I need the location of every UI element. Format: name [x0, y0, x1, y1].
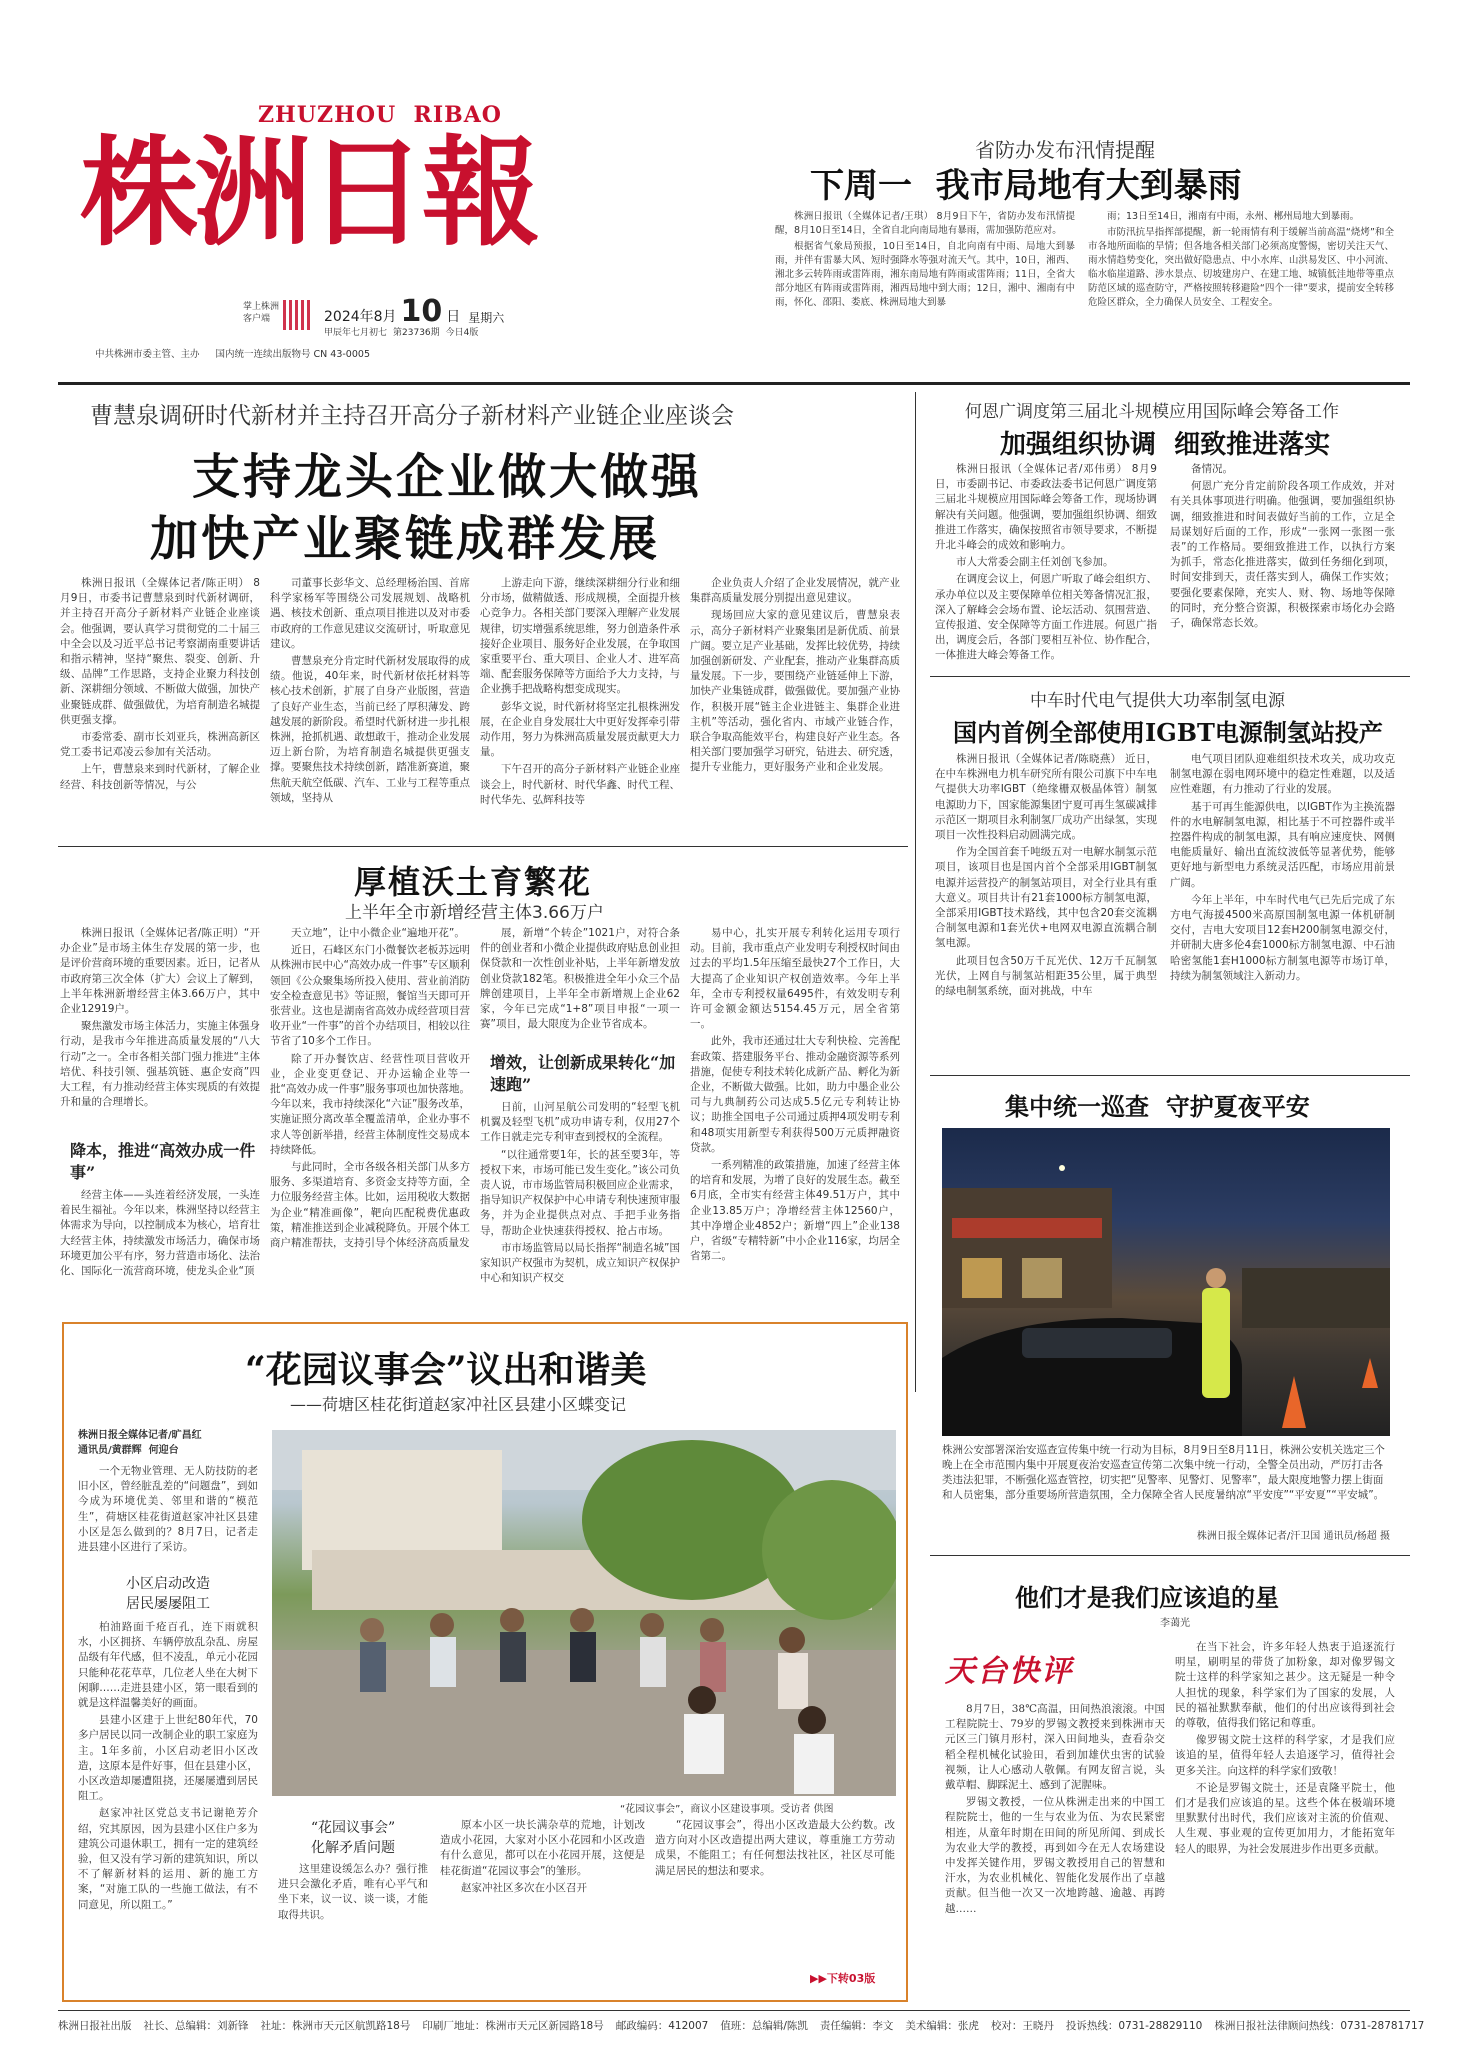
- feature-subhead-1: 小区启动改造 居民屡屡阻工: [126, 1576, 210, 1612]
- right2-kicker: 中车时代电气提供大功率制氢电源: [1030, 691, 1285, 711]
- paragraph: 天立地”，让中小微企业“遍地开花”。: [291, 927, 465, 939]
- second-subhead: 上半年全市新增经营主体3.66万户: [345, 903, 604, 923]
- feature-col4: [655, 1818, 895, 1968]
- paragraph: 上游走向下游，继续深耕细分行业和细分市场，做精做透、形成规模，全面提升核心竞争力。各相关部门要深入理解产业发展规律，切实增强系统思维，努力创造条件承接好企业项目、服务好企业发展，在争取国家重要平台、重大项目、企业人才、进军高端、配套服务保障等方面给予大力支持，与企业携手把战略构想变成现实。: [480, 577, 680, 696]
- paragraph: 这里建设缓怎么办？强行推进只会激化矛盾，唯有心平气和坐下来，议一议、谈一谈，才能取得共识。: [278, 1863, 428, 1921]
- qr-code: [283, 300, 313, 330]
- paragraph: 市防汛抗旱指挥部提醒，新一轮雨情有利于缓解当前高温“烧烤”和全市各地所面临的旱情；但各地各相关部门必须高度警惕，密切关注天气、雨水情趋势变化，突出做好隐患点、中小水库、山洪易发区、中小河流、临水临崖道路、涉水景点、切坡建房户、在建工地、城镇低洼地带等重点防范区域的巡查防守，严格按照转移避险“四个一律”要求，提前安全转移危险区群众，全力确保人员安全、工程安全。: [1088, 227, 1394, 308]
- cn-number: 国内统一连续出版物号 CN 43-0005: [215, 349, 370, 360]
- second-headline: 厚植沃土育繁花: [354, 863, 593, 901]
- paragraph: 赵家冲社区党总支书记谢艳芳介绍，究其原因，因为县建小区住户多为建筑公司退休职工，拥有一定的建筑经验，但又没有学习新的建筑知识，所以不了解新材料的运用、新的施工方案，“对施工队的一些施工做法，有不同意见，所以阻工。”: [78, 1807, 258, 1911]
- commentary-headline: 他们才是我们应该追的星: [1015, 1583, 1279, 1612]
- divider: [58, 382, 1410, 385]
- lead-headline-2: 加快产业聚链成群发展: [150, 511, 661, 567]
- paragraph: 株洲日报讯（全媒体记者/陈晓燕） 近日，在中车株洲电力机车研究所有限公司旗下中车电气提供大功率IGBT（绝缘栅双极晶体管）制氢电源助力下，国家能源集团宁夏可再生氢碳减排示范区一期项目永利制氢厂成功产出绿氢，实现项目一次性投料启动圆满完成。: [935, 753, 1157, 842]
- paragraph: 电气项目团队迎难组织技术攻关，成功攻克制氢电源在弱电网环境中的稳定性难题，以及适应性难题，有力推动了行业的发展。: [1170, 753, 1395, 796]
- issue-date: [324, 294, 505, 329]
- feature-subhead-2: “花园议事会” 化解矛盾问题: [310, 1820, 396, 1856]
- paragraph: 上午，曹慧泉来到时代新材，了解企业经营、科技创新等情况，与公: [60, 763, 260, 791]
- footer: [58, 2018, 1428, 2033]
- issue-weekday: 星期六: [468, 311, 505, 325]
- issue-date-month: 2024年8月: [324, 309, 397, 325]
- lunar-date: 甲辰年七月初七: [324, 328, 388, 338]
- top-story-kicker: 省防办发布汛情提醒: [975, 138, 1155, 162]
- paragraph: 8月7日，38℃高温，田间热浪滚滚。中国工程院院士、79岁的罗锡文教授来到株洲市天元区三门镇月形村，深入田间地头，查看杂交稻全程机械化试验田，看到加雄伏虫害的试验视频，让人心感动人敬佩。有网友留言说，头戴草帽、脚踩泥土、感到了泥腥味。: [945, 1703, 1165, 1792]
- paragraph: 不论是罗锡文院士，还是袁隆平院士，他们才是我们应该追的星。这些个体在极端环境里默默付出时代，我们应该对主流的价值观、人生观、事业观的宣传更加用力，才能拓宽年轻人的眼界，为社会发展进步作出更多贡献。: [1175, 1781, 1395, 1855]
- footer-item: 值班：总编辑/陈凯: [720, 2020, 808, 2032]
- divider: [930, 1555, 1410, 1556]
- night-patrol-photo: [942, 1128, 1390, 1436]
- divider: [930, 676, 1410, 677]
- paragraph: “花园议事会”，得出小区改造最大公约数。改造方向对小区改造提出两大建议，尊重施工方劳动成果，不能阻工；有任何想法找社区，社区尽可能满足居民的想法和要求。: [655, 1819, 895, 1877]
- paragraph: 株洲日报讯（全媒体记者/王琪） 8月9日下午，省防办发布汛情提醒，8月10日至14日，全省自北向南局地有暴雨，需加强防范应对。: [775, 211, 1075, 236]
- continued-link[interactable]: ▶▶下转03版: [810, 1972, 876, 1985]
- paragraph: 市市场监管局以局长指挥“制造名城”国家知识产权强市为契机，成立知识产权保护中心和知识产权交: [480, 1241, 680, 1285]
- footer-item: 投诉热线：0731-28829110: [1065, 2020, 1203, 2032]
- publisher: 中共株洲市委主管、主办: [95, 349, 200, 360]
- feature-intro: [78, 1464, 258, 1568]
- feature-byline: 株洲日报全媒体记者/旷昌红 通讯员/黄群辉 何迎台: [78, 1430, 202, 1456]
- right2-col2: [1170, 752, 1395, 1067]
- right1-col2: [1170, 462, 1395, 667]
- paragraph: 备情况。: [1191, 463, 1233, 475]
- second-subhead-1: 降本，推进“高效办成一件事”: [70, 1141, 256, 1182]
- paragraph: 日前，山河星航公司发明的“轻型飞机机翼及轻型飞机”成功申请专利，仅用27个工作日就走完专利审查到授权的全流程。: [480, 1101, 680, 1144]
- paragraph: 在调度会议上，何恩广听取了峰会组织方、承办单位以及主要保障单位相关筹备情况汇报，深入了解峰会会场布置、论坛活动、氛围营造、宣传报道、安全保障等方面工作进展。何恩广指出，调度会后，各部门要相互补位、协作配合，一体推进大峰会筹备工作。: [935, 573, 1157, 662]
- paragraph: 柏油路面千疮百孔，连下雨就积水，小区拥挤、车辆停放乱杂乱、房屋品级有年代感，但不凌乱，单元小花园只能种花花草草，几位老人坐在大树下闲聊……走进县建小区，第一眼看到的就是这样温馨美好的画面。: [78, 1621, 258, 1710]
- second-col2: [270, 926, 470, 1308]
- lead-col1: [60, 576, 260, 838]
- paragraph: 今年上半年，中车时代电气已先后完成了东方电气海援4500米高原国制氢电源一体机研制交付，吉电大安项目12套H200制氢电源交付，并研制大唐多伦4套1000标方制氢电源、中石油哈密氢能1套H1000标方制氢电源等市场订单，持续为制氢领域注入新动力。: [1170, 893, 1395, 982]
- feature-col3: [440, 1818, 645, 1990]
- paragraph: 除了开办餐饮店、经营性项目营收开业，企业变更登记、开办运输企业等一批“高效办成一件事”服务事项也加快落地。今年以来，我市持续深化“六证”服务改革，实施证照分离改革全覆盖清单，企业办事不求人等创新举措，经营主体制度性交易成本持续降低。: [270, 1052, 470, 1156]
- night-street-scene: [942, 1128, 1390, 1436]
- paragraph: 与此同时，全市各级各相关部门从多方服务、多渠道培育、多资金支持等方面，全力位服务经营主体。比如，运用税收大数据为企业“精准画像”，靶向匹配税费优惠政策，精准推送到企业减税降负。开展个体工商户精准帮扶，支持引导个体经济高质量发: [270, 1161, 470, 1250]
- paragraph: 经营主体——头连着经济发展，一头连着民生福祉。今年以来，株洲坚持以经营主体需求为导向，以控制成本为核心，培育壮大经营主体，持续激发市场活力，确保市场环境更加公平有序，努力营造市场化、法治化、国际化一流营商环境，使龙头企业“顶: [60, 1189, 260, 1278]
- paragraph: “以往通常要1年，长的甚至要3年，等授权下来，市场可能已发生变化。”该公司负责人说，市市场监管局积极回应企业需求，指导知识产权保护中心申请专利快速预审服务，并为企业提供点对点、手把手业务指导，帮助企业快速获得授权、抢占市场。: [480, 1148, 680, 1237]
- footer-item: 邮政编码：412007: [615, 2020, 709, 2032]
- paragraph: 株洲日报讯（全媒体记者/陈正明） 8月9日，市委书记曹慧泉到时代新材调研，并主持召开高分子新材料产业链企业座谈会。他强调，要认真学习贯彻党的二十届三中全会以及习近平总书记考察湖南重要讲话和指示精神，坚持“聚焦、裂变、创新、升级、品牌”工作思路，支持企业聚力科技创新、深耕细分领域、不断做大做强，加快产业聚链成群、做强做优，为培育制造名城提供更强支撑。: [60, 577, 260, 726]
- lead-col2: [270, 576, 470, 838]
- divider: [58, 846, 908, 847]
- lead-headline-1: 支持龙头企业做大做强: [192, 449, 703, 505]
- page-count: 今日4版: [445, 328, 479, 338]
- footer-item: 株洲日报社出版: [58, 2020, 132, 2032]
- paragraph: 原本小区一块长满杂草的荒地，计划改造成小花园，大家对小区小花园和小区改造有什么意见，都可以在小花园开展，这便是桂花街道“花园议事会”的雏形。: [440, 1819, 645, 1877]
- photo-credit: 株洲日报全媒体记者/汗卫国 通讯员/杨超 摄: [1196, 1531, 1390, 1542]
- right1-headline: 加强组织协调 细致推进落实: [1000, 430, 1331, 460]
- paragraph: 此项目包含50万千瓦光伏、12万千瓦制氢光伏，上网自与制氢站相距35公里，属于典型的绿电制氢系统，面对挑战，中车: [935, 954, 1157, 998]
- paragraph: 雨；13日至14日，湘南有中雨，永州、郴州局地大到暴雨。: [1107, 211, 1360, 222]
- paragraph: 何恩广充分肯定前阶段各项工作成效，并对有关具体事项进行明确。他强调，要加强组织协调，细致推进和时间表做好当前的工作，立足全局谋划好后面的工作，形成“一张网一张图一张表”的工作格局。要细致推进工作，以执行方案为抓手，常态化推进落实，做到任务细化到项，时间安排到天，责任落实到人，确保工作实效；要强化要素保障，充实人、财、物、场地等保障的同时，充分整合资源，积极探索市场化办会路子，确保常态长效。: [1170, 480, 1395, 630]
- divider: [930, 1075, 1410, 1076]
- right2-col1: [935, 752, 1157, 1067]
- second-col1b: [60, 1188, 260, 1308]
- top-story-headline: 下周一 我市局地有大到暴雨: [810, 166, 1242, 206]
- paragraph: 在当下社会，许多年轻人热衷于追逐流行明星，刷明星的带货了加粉象，却对像罗锡文院士这样的科学家知之甚少。这无疑是一种令人担忧的现象，科学家们为了国家的发展，人民的福祉默默奉献，他们的付出应该得到社会的尊敬，值得我们铭记和尊重。: [1175, 1641, 1395, 1730]
- footer-item: 社长、总编辑：刘新锋: [143, 2020, 249, 2032]
- paragraph: 罗锡文教授，一位从株洲走出来的中国工程院院士，他的一生与农业为伍、为农民紧密相连，从童年时期在田间的所见所闻、到成长为农业大学的教授，再到如今在无人农场建设中发挥关键作用，罗锡文教授用自己的智慧和汗水，为农业机械化、智能化发展作出了卓越贡献。但当他一次又一次地跨越、逾越、再跨越……: [945, 1796, 1165, 1915]
- column-divider: [915, 392, 916, 1392]
- masthead-pinyin: ZHUZHOU RIBAO: [258, 102, 502, 128]
- lead-kicker: 曹慧泉调研时代新材并主持召开高分子新材料产业链企业座谈会: [90, 403, 734, 429]
- commentary-author: 李蔼光: [1160, 1618, 1190, 1629]
- footer-item: 株洲日报社法律顾问热线：0731-28781717: [1214, 2020, 1425, 2032]
- footer-item: 印刷厂地址：株洲市天元区新园路18号: [422, 2020, 604, 2032]
- paragraph: 彭华文说，时代新材将坚定扎根株洲发展，在企业自身发展壮大中更好发挥牵引带动作用，努力为株洲高质量发展贡献更大力量。: [480, 700, 680, 759]
- logo-text: 天台快评: [945, 1654, 1073, 1689]
- issue-date-day: 10: [400, 294, 443, 329]
- issue-meta: [324, 325, 478, 338]
- second-col1: [60, 926, 260, 1136]
- paragraph: 下午召开的高分子新材料产业链企业座谈会上，时代新材、时代华鑫、时代工程、时代华先、弘辉科技等: [480, 763, 680, 806]
- paragraph: 根据省气象局预报，10日至14日，自北向南有中雨、局地大到暴雨，并伴有雷暴大风、短时强降水等强对流天气。其中，10日，湘西、湘北多云转阵雨或雷阵雨，湘东南局地有阵雨或雷阵雨；11日，全省大部分地区有阵雨或雷阵雨，湘西局地中到大雨；12日，湘中、湘南有中雨，怀化、邵阳、娄底、株洲局地大到暴: [775, 241, 1075, 308]
- qr-label: 掌上株洲 客户端: [243, 302, 280, 324]
- footer-item: 美术编辑：张虎: [905, 2020, 979, 2032]
- right2-headline: 国内首例全部使用IGBT电源制氢站投产: [953, 718, 1383, 747]
- right3-headline: 集中统一巡查 守护夏夜平安: [1005, 1092, 1310, 1121]
- paragraph: 近日，石峰区东门小微餐饮老板苏远明从株洲市民中心“高效办成一件事”专区顺利领回《公众聚集场所投入使用、营业前消防安全检查意见书》等证照，餐馆当天即可开张营业。这也是湖南省高效办成经营项目营收开业“一件事”的首个办结项目，相较以往节省了10多个工作日。: [270, 944, 470, 1048]
- paragraph: 司董事长彭华文、总经理杨治国、首席科学家杨军等围绕公司发展规划、战略机遇、核技术创新、重点项目推进以及对市委市政府的工作意见建议交流研讨，听取意见建议。: [270, 577, 470, 650]
- footer-item: 责任编辑：李文: [819, 2020, 894, 2032]
- traffic-cone: [1282, 1376, 1306, 1428]
- feature-headline: “花园议事会”议出和谐美: [245, 1349, 647, 1391]
- paragraph: 作为全国首套千吨级五对一电解水制氢示范项目，该项目也是国内首个全部采用IGBT制氢电源并运营投产的制氢站项目，对全行业具有重大意义。项目共计有21套1000标方制氢电源，全部采用IGBT技术路线，其中包含20套交流耦合制氢电源和1套光伏+电网双电源直流耦合制氢电源。: [935, 846, 1157, 950]
- footer-rule: [58, 2010, 1410, 2011]
- paragraph: 一系列精准的政策措施，加速了经营主体的培育和发展，为增了良好的发展生态。截至6月底，全市实有经营主体49.51万户，其中企业13.85万户；净增经营主体12560户，其中净增企业4852户；新增“四上”企业138户，省级“专精特新”中小企业116家，均居全省第二。: [690, 1159, 900, 1263]
- right3-caption: [942, 1443, 1390, 1523]
- paragraph: 株洲日报讯（全媒体记者/陈正明）“开办企业”是市场主体生存发展的第一步，也是评价营商环境的重要因素。近日，记者从市政府第三次全体（扩大）会议上了解到，上半年株洲新增经营主体3.66万户，其中企业12919户。: [60, 927, 260, 1016]
- paragraph: 展，新增“个转企”1021户，对符合条件的创业者和小微企业提供政府贴息创业担保贷款和一次性创业补贴，上半年新增发放创业贷款182笔。积极推进全年小众三个品牌创建项目，上半年全市新增规上企业62家，今年已完成“1+8”项目申报“一项一赛”项目，最大限度为企业节省成本。: [480, 927, 680, 1031]
- paragraph: 一个无物业管理、无人防技防的老旧小区，曾经脏乱差的“问题盘”，到如今成为环境优美、邻里和谐的“模范生”，荷塘区桂花街道赵家冲社区县建小区是怎么做到的？8月7日，记者走进县建小区进行了采访。: [78, 1465, 258, 1554]
- right1-col1: [935, 462, 1157, 667]
- paragraph: 市委常委、副市长刘亚兵，株洲高新区党工委书记邓凌云参加有关活动。: [60, 731, 260, 759]
- caption-text-2: 全省人民度暑纳凉“平安度”“平安夏”“平安城”。: [1162, 1489, 1385, 1501]
- paragraph: 赵家冲社区多次在小区召开: [461, 1881, 587, 1894]
- paragraph: 现场回应大家的意见建议后，曹慧泉表示，高分子新材料产业聚集团是新优质、前景广阔。要立足产业基础，发挥比较优势，持续加强创新研发、产业配套，推动产业集群高质量发展。下一步，要围绕产业链延伸上下游，加快产业集链成群，做强做优。要加强产业协作，积极开展“链主企业进链主、集群企业进主机”等活动，强化省内、市域产业链合作，联合争取高能效平台，构建良好产业生态。各相关部门要加强学习研究，钻进去、研究透，提升专业能力，更好服务产业和企业发展。: [690, 609, 900, 774]
- feature-subhead: ——荷塘区桂花街道赵家冲社区县建小区蝶变记: [290, 1395, 627, 1414]
- second-subhead-2: 增效，让创新成果转化“加速跑”: [490, 1053, 676, 1094]
- lead-col4: [690, 576, 900, 838]
- issue-date-day-unit: 日: [446, 309, 461, 325]
- paragraph: 聚焦激发市场主体活力，实施主体强身行动，是我市今年推进高质量发展的“八大行动”之一。全市各相关部门强力推进“主体培优、科技引领、强基筑链、惠企安商”四大工程，有力推动经营主体实现质的有效提升和量的合理增长。: [60, 1020, 260, 1109]
- paragraph: 株洲日报讯（全媒体记者/邓伟勇） 8月9日，市委副书记、市委政法委书记何恩广调度第三届北斗规模应用国际峰会筹备工作，现场协调解决有关问题。他强调，要加强组织协调、细致推进工作落实，确保按照省市领导要求，不断提升北斗峰会的成效和影响力。: [935, 463, 1157, 552]
- garden-meeting-photo: [272, 1430, 896, 1796]
- paragraph: 县建小区建于上世纪80年代，70多户居民以同一改制企业的职工家庭为主。1年多前，小区启动老旧小区改造，这原本是件好事，但在县建小区，小区改造却屡遭阻挠，还屡屡遭到居民阻工。: [78, 1714, 258, 1803]
- second-col4: [690, 926, 900, 1308]
- footer-item: 校对：王晓丹: [990, 2020, 1054, 2032]
- paragraph: 易中心，扎实开展专利转化运用专项行动。目前，我市重点产业发明专利授权时间由过去的平均1.5年压缩至最快27个工作日，大大提高了企业知识产权创造效率。今年上半年，全市专利授权量6495件，有效发明专利许可金额金额达5154.45万元，居全省第一。: [690, 927, 900, 1031]
- garden-scene: [272, 1430, 896, 1796]
- footer-item: 社址：株洲市天元区航凯路18号: [260, 2020, 411, 2032]
- officer-vest: [1202, 1288, 1230, 1398]
- second-col3a: [480, 926, 680, 1046]
- feature-photo-caption: “花园议事会”，商议小区建设事项。受访者 供图: [620, 1804, 834, 1815]
- commentary-col1: [945, 1702, 1165, 1992]
- paragraph: 市人大常委会副主任刘创飞参加。: [956, 556, 1114, 569]
- feature-col2: [278, 1862, 428, 1990]
- feature-col1: [78, 1620, 258, 1992]
- top-story-col1: [775, 210, 1075, 355]
- paragraph: 企业负责人介绍了企业发展情况，就产业集群高质量发展分别提出意见建议。: [690, 577, 900, 605]
- issue-number: 第23736期: [393, 328, 440, 338]
- paragraph: 像罗锡文院士这样的科学家，才是我们应该追的星，值得年轻人去追逐学习，值得社会更多关注。向这样的科学家们致敬！: [1175, 1734, 1395, 1777]
- second-col3b: [480, 1100, 680, 1308]
- right1-kicker: 何恩广调度第三届北斗规模应用国际峰会筹备工作: [965, 402, 1339, 422]
- paragraph: 基于可再生能源供电，以IGBT作为主换流器件的水电解制氢电源，相比基于不可控器件或半控器件构成的制氢电源，具有响应速度快、网侧电能质量好、输出直流纹波低等显著优势，能够更好地与新型电力系统灵活匹配，市场应用前景广阔。: [1170, 800, 1395, 889]
- masthead-title: 株洲日報: [80, 123, 537, 262]
- commentary-col2: [1175, 1640, 1395, 1992]
- top-story-col2: [1088, 210, 1394, 355]
- lead-col3: [480, 576, 680, 838]
- publisher-line: [95, 346, 370, 360]
- caption-text: 株洲公安部署深治安巡查宣传集中统一行动为目标，8月9日至8月11日，株洲公安机关选定三个晚上在全市范围内集中开展夏夜治安巡查宣传第二次集中统一行动，全警全员出动，严厉打击各类违法犯罪，不断强化巡查管控，切实把“见警率、见警灯、见警率”，最大限度地警力摆上街面和人员密集，部分重要场所营造氛围，全力保障: [942, 1444, 1385, 1501]
- commentary-logo: [945, 1640, 1165, 1696]
- paragraph: 此外，我市还通过壮大专利快检、完善配套政策、搭建服务平台、推动金融资源等系列措施，促使专利技术转化成新产品、孵化为新企业，不断做大做强。比如，助力中墨企业公司与九典制药公司达成5.5亿元专利转让协议；助推全国电子公司通过质押4项发明专利和48项实用新型专利获得500万元质押融资贷款。: [690, 1035, 900, 1154]
- paragraph: 曹慧泉充分肯定时代新材发展取得的成绩。他说，40年来，时代新材依托材料等核心技术创新，扩展了自身产业版图，营造了良好产业生态，当前已经了厚积薄发、跨越发展的新阶段。希望时代新材进一步扎根株洲，抢抓机遇、敢想敢干，推动企业发展迈上新台阶，为培育制造名城提供更强支撑。要聚焦技术持续创新，踏准新赛道，聚焦航天航空低碳、汽车、工业与工程等重点领域，坚持从: [270, 655, 470, 804]
